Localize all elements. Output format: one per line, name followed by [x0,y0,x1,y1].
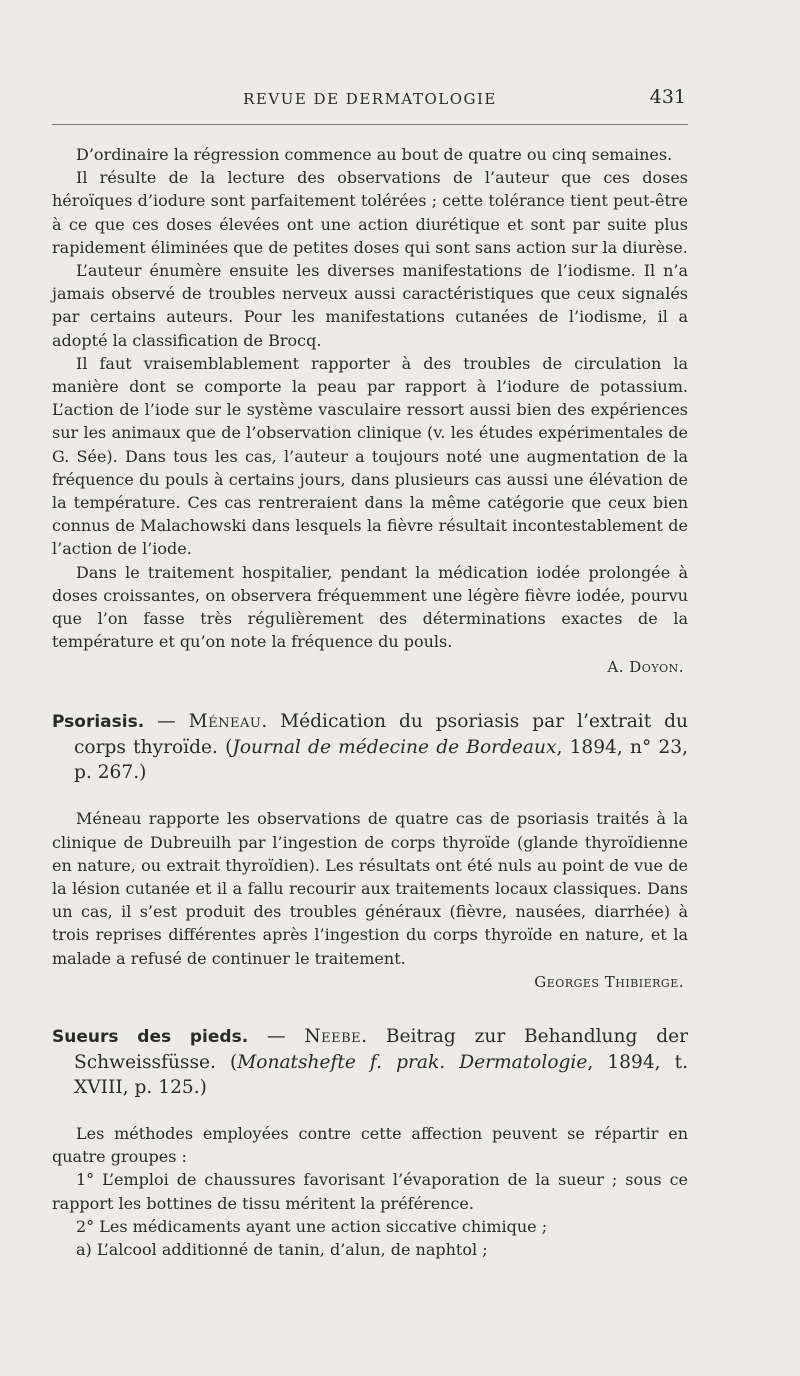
journal-name: Journal de médecine de Bordeaux [232,737,557,759]
citation-details: , 1894, n° 23, p. 267.) [74,737,688,784]
heading-dash: — [248,1025,305,1047]
author-signature: A. Doyon. [607,658,684,677]
review-title: . Beitrag zur Behandlung der Schweissfüsse. ( [74,1025,688,1073]
review-author: Méneau [188,711,262,733]
page-number: 431 [649,86,686,108]
review-heading [52,709,688,785]
paragraph: Il résulte de la lecture des observations de l’auteur que ces doses héroïques d’iodure sont parfaitement tolérées ; cette tolérance tient peut-être à ce que ces doses élevées ont une action diurétique et sont par suite plus rapidement éliminées que de petites doses qui sont sans action sur la diurèse. [52,168,688,257]
list-item: 1° L’emploi de chaussures favorisant l’évaporation de la sueur ; sous ce rapport les bottines de tissu méritent la préférence. [52,1170,688,1213]
list-item: a) L’alcool additionné de tanin, d’alun, de naphtol ; [76,1239,488,1259]
paragraph: L’auteur énumère ensuite les diverses manifestations de l’iodisme. Il n’a jamais observé de troubles nerveux aussi caractéristiques que ceux signalés par certains auteurs. Pour les manifestations cutanées de l’iodisme, il a adopté la classification de Brocq. [52,261,688,350]
paragraph: Il faut vraisemblablement rapporter à des troubles de circulation la manière dont se comporte la peau par rapport à l’iodure de potassium. L’action de l’iode sur le système vasculaire ressort aussi bien des expériences sur les animaux que de l’observation clinique (v. les études expérimentales de G. Sée). Dans tous les cas, l’auteur a toujours noté une augmentation de la fréquence du pouls à certains jours, dans plusieurs cas aussi une élévation de la température. Ces cas rentreraient dans la même catégorie que ceux bien connus de Malachowski dans lesquels la fièvre résultait incontestablement de l’action de l’iode. [52,353,688,559]
journal-name: Monatshefte f. prak. Dermatologie [237,1051,588,1073]
author-signature: Georges Thibierge. [534,972,684,991]
review-author: Neebe [304,1025,362,1047]
page-header [52,86,688,116]
running-title: REVUE DE DERMATOLOGIE [243,90,497,108]
heading-dash: — [144,711,189,733]
paragraph: Dans le traitement hospitalier, pendant la médication iodée prolongée à doses croissantes, on observera fréquemment une légère fièvre iodée, pourvu que l’on fasse très régulièrement des déterminations exactes de la température et qu’on note la fréquence du pouls. [52,562,688,652]
review-heading [52,1024,688,1100]
citation-details: , 1894, t. XVIII, p. 125.) [74,1051,688,1098]
list-item: 2° Les médicaments ayant une action siccative chimique ; [76,1216,548,1236]
paragraph: Les méthodes employées contre cette affection peuvent se répartir en quatre groupes : [52,1123,688,1167]
paragraph: D’ordinaire la régression commence au bout de quatre ou cinq semaines. [76,145,673,164]
review-topic: Psoriasis. [52,712,145,733]
review-title: . Médication du psoriasis par l’extrait du corps thyroïde. ( [74,711,688,759]
paragraph: Méneau rapporte les observations de quatre cas de psoriasis traités à la clinique de Dubreuilh par l’ingestion de corps thyroïde (glande thyroïdienne en nature, ou extrait thyroïdien). Les résultats ont été nuls au point de vue de la lésion cutanée et il a fallu recourir aux traitements locaux classiques. Dans un cas, il s’est produit des troubles généraux (fièvre, nausées, diarrhée) à trois reprises différentes après l’ingestion du corps thyroïde en nature, et la malade a refusé de continuer le traitement. [52,809,688,968]
header-rule [52,124,688,125]
page-body [52,143,688,1261]
review-topic: Sueurs des pieds. [52,1026,249,1047]
